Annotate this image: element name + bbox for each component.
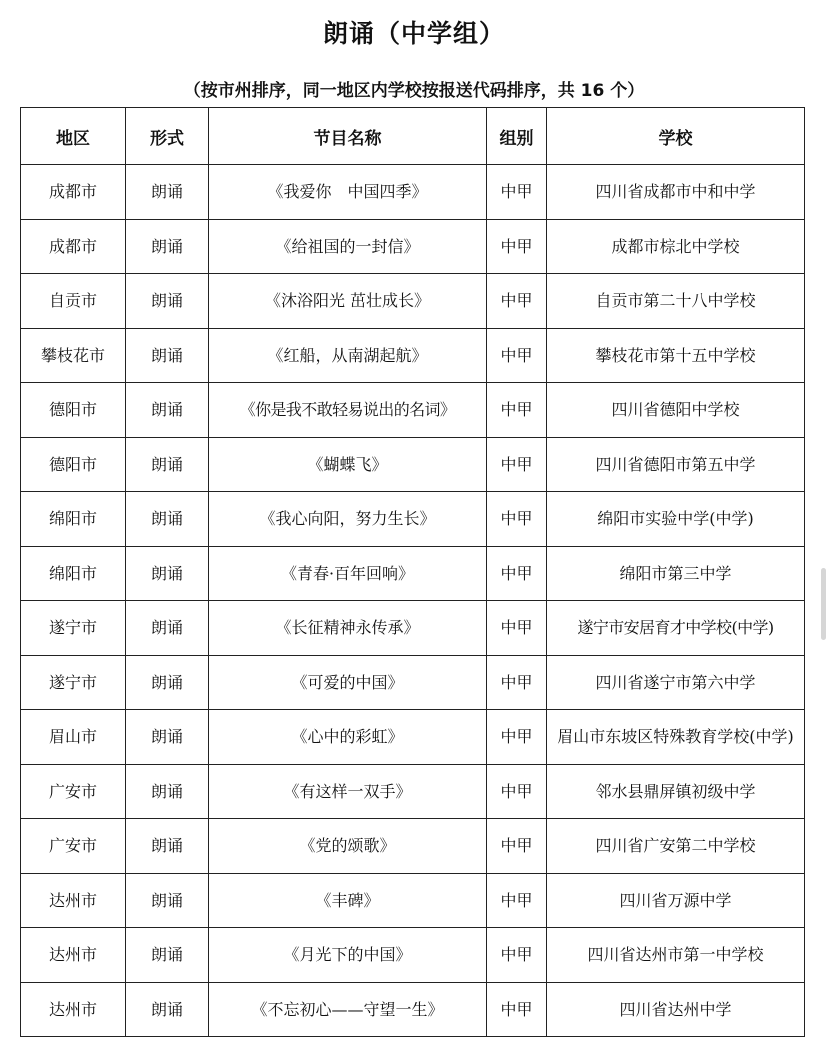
table-row bbox=[21, 764, 805, 819]
cell-school: 攀枝花市第十五中学校 bbox=[547, 328, 805, 383]
table-row bbox=[21, 383, 805, 438]
cell-program: 《青春·百年回响》 bbox=[209, 546, 487, 601]
cell-school: 自贡市第二十八中学校 bbox=[547, 274, 805, 329]
cell-form: 朗诵 bbox=[126, 655, 209, 710]
table-row bbox=[21, 492, 805, 547]
cell-region: 成都市 bbox=[21, 165, 126, 220]
cell-group: 中甲 bbox=[487, 219, 547, 274]
cell-form: 朗诵 bbox=[126, 219, 209, 274]
cell-school: 四川省成都市中和中学 bbox=[547, 165, 805, 220]
table-row bbox=[21, 165, 805, 220]
cell-program: 《月光下的中国》 bbox=[209, 928, 487, 983]
cell-program: 《心中的彩虹》 bbox=[209, 710, 487, 765]
cell-group: 中甲 bbox=[487, 819, 547, 874]
cell-school: 遂宁市安居育才中学校(中学) bbox=[547, 601, 805, 656]
scrollbar-thumb[interactable] bbox=[821, 568, 826, 640]
cell-region: 遂宁市 bbox=[21, 655, 126, 710]
table-row bbox=[21, 601, 805, 656]
cell-school: 四川省广安第二中学校 bbox=[547, 819, 805, 874]
cell-region: 德阳市 bbox=[21, 437, 126, 492]
cell-program: 《红船，从南湖起航》 bbox=[209, 328, 487, 383]
cell-program: 《给祖国的一封信》 bbox=[209, 219, 487, 274]
cell-region: 广安市 bbox=[21, 819, 126, 874]
cell-group: 中甲 bbox=[487, 492, 547, 547]
cell-region: 广安市 bbox=[21, 764, 126, 819]
cell-group: 中甲 bbox=[487, 655, 547, 710]
cell-region: 达州市 bbox=[21, 873, 126, 928]
cell-group: 中甲 bbox=[487, 982, 547, 1037]
cell-program: 《有这样一双手》 bbox=[209, 764, 487, 819]
cell-group: 中甲 bbox=[487, 928, 547, 983]
cell-region: 达州市 bbox=[21, 928, 126, 983]
cell-group: 中甲 bbox=[487, 546, 547, 601]
cell-school: 邻水县鼎屏镇初级中学 bbox=[547, 764, 805, 819]
cell-region: 绵阳市 bbox=[21, 546, 126, 601]
cell-region: 遂宁市 bbox=[21, 601, 126, 656]
cell-program: 《蝴蝶飞》 bbox=[209, 437, 487, 492]
cell-form: 朗诵 bbox=[126, 492, 209, 547]
cell-program: 《你是我不敢轻易说出的名词》 bbox=[209, 383, 487, 438]
header-program: 节目名称 bbox=[209, 108, 487, 165]
table-body bbox=[21, 165, 805, 1037]
cell-form: 朗诵 bbox=[126, 328, 209, 383]
cell-program: 《可爱的中国》 bbox=[209, 655, 487, 710]
header-group: 组别 bbox=[487, 108, 547, 165]
header-school: 学校 bbox=[547, 108, 805, 165]
table-row bbox=[21, 710, 805, 765]
cell-group: 中甲 bbox=[487, 437, 547, 492]
cell-group: 中甲 bbox=[487, 764, 547, 819]
table-header-row bbox=[21, 108, 805, 165]
cell-region: 绵阳市 bbox=[21, 492, 126, 547]
cell-school: 四川省达州中学 bbox=[547, 982, 805, 1037]
cell-group: 中甲 bbox=[487, 328, 547, 383]
cell-school: 四川省万源中学 bbox=[547, 873, 805, 928]
cell-form: 朗诵 bbox=[126, 165, 209, 220]
cell-region: 攀枝花市 bbox=[21, 328, 126, 383]
cell-form: 朗诵 bbox=[126, 764, 209, 819]
cell-program: 《沐浴阳光 茁壮成长》 bbox=[209, 274, 487, 329]
cell-form: 朗诵 bbox=[126, 873, 209, 928]
table-row bbox=[21, 655, 805, 710]
cell-school: 绵阳市第三中学 bbox=[547, 546, 805, 601]
cell-group: 中甲 bbox=[487, 165, 547, 220]
cell-program: 《党的颂歌》 bbox=[209, 819, 487, 874]
cell-school: 成都市棕北中学校 bbox=[547, 219, 805, 274]
table-row bbox=[21, 982, 805, 1037]
cell-program: 《不忘初心——守望一生》 bbox=[209, 982, 487, 1037]
cell-group: 中甲 bbox=[487, 873, 547, 928]
cell-program: 《长征精神永传承》 bbox=[209, 601, 487, 656]
cell-form: 朗诵 bbox=[126, 274, 209, 329]
table-row bbox=[21, 928, 805, 983]
cell-region: 成都市 bbox=[21, 219, 126, 274]
cell-form: 朗诵 bbox=[126, 982, 209, 1037]
cell-program: 《我心向阳，努力生长》 bbox=[209, 492, 487, 547]
table-row bbox=[21, 546, 805, 601]
page-title: 朗诵（中学组） bbox=[322, 19, 505, 48]
cell-group: 中甲 bbox=[487, 710, 547, 765]
cell-program: 《我爱你 中国四季》 bbox=[209, 165, 487, 220]
cell-school: 眉山市东坡区特殊教育学校(中学) bbox=[547, 710, 805, 765]
cell-region: 达州市 bbox=[21, 982, 126, 1037]
header-form: 形式 bbox=[126, 108, 209, 165]
cell-group: 中甲 bbox=[487, 383, 547, 438]
table-row bbox=[21, 274, 805, 329]
cell-form: 朗诵 bbox=[126, 710, 209, 765]
table-row bbox=[21, 219, 805, 274]
cell-region: 眉山市 bbox=[21, 710, 126, 765]
cell-form: 朗诵 bbox=[126, 437, 209, 492]
cell-school: 绵阳市实验中学(中学) bbox=[547, 492, 805, 547]
table-row bbox=[21, 328, 805, 383]
cell-school: 四川省遂宁市第六中学 bbox=[547, 655, 805, 710]
cell-form: 朗诵 bbox=[126, 383, 209, 438]
cell-group: 中甲 bbox=[487, 274, 547, 329]
cell-program: 《丰碑》 bbox=[209, 873, 487, 928]
cell-form: 朗诵 bbox=[126, 819, 209, 874]
recitation-table bbox=[20, 107, 805, 1037]
page-subtitle: （按市州排序，同一地区内学校按报送代码排序，共 16 个） bbox=[183, 81, 645, 101]
cell-form: 朗诵 bbox=[126, 546, 209, 601]
cell-form: 朗诵 bbox=[126, 928, 209, 983]
cell-school: 四川省达州市第一中学校 bbox=[547, 928, 805, 983]
cell-region: 自贡市 bbox=[21, 274, 126, 329]
table-row bbox=[21, 819, 805, 874]
cell-school: 四川省德阳市第五中学 bbox=[547, 437, 805, 492]
table-row bbox=[21, 873, 805, 928]
cell-form: 朗诵 bbox=[126, 601, 209, 656]
header-region: 地区 bbox=[21, 108, 126, 165]
table-row bbox=[21, 437, 805, 492]
cell-region: 德阳市 bbox=[21, 383, 126, 438]
cell-group: 中甲 bbox=[487, 601, 547, 656]
cell-school: 四川省德阳中学校 bbox=[547, 383, 805, 438]
